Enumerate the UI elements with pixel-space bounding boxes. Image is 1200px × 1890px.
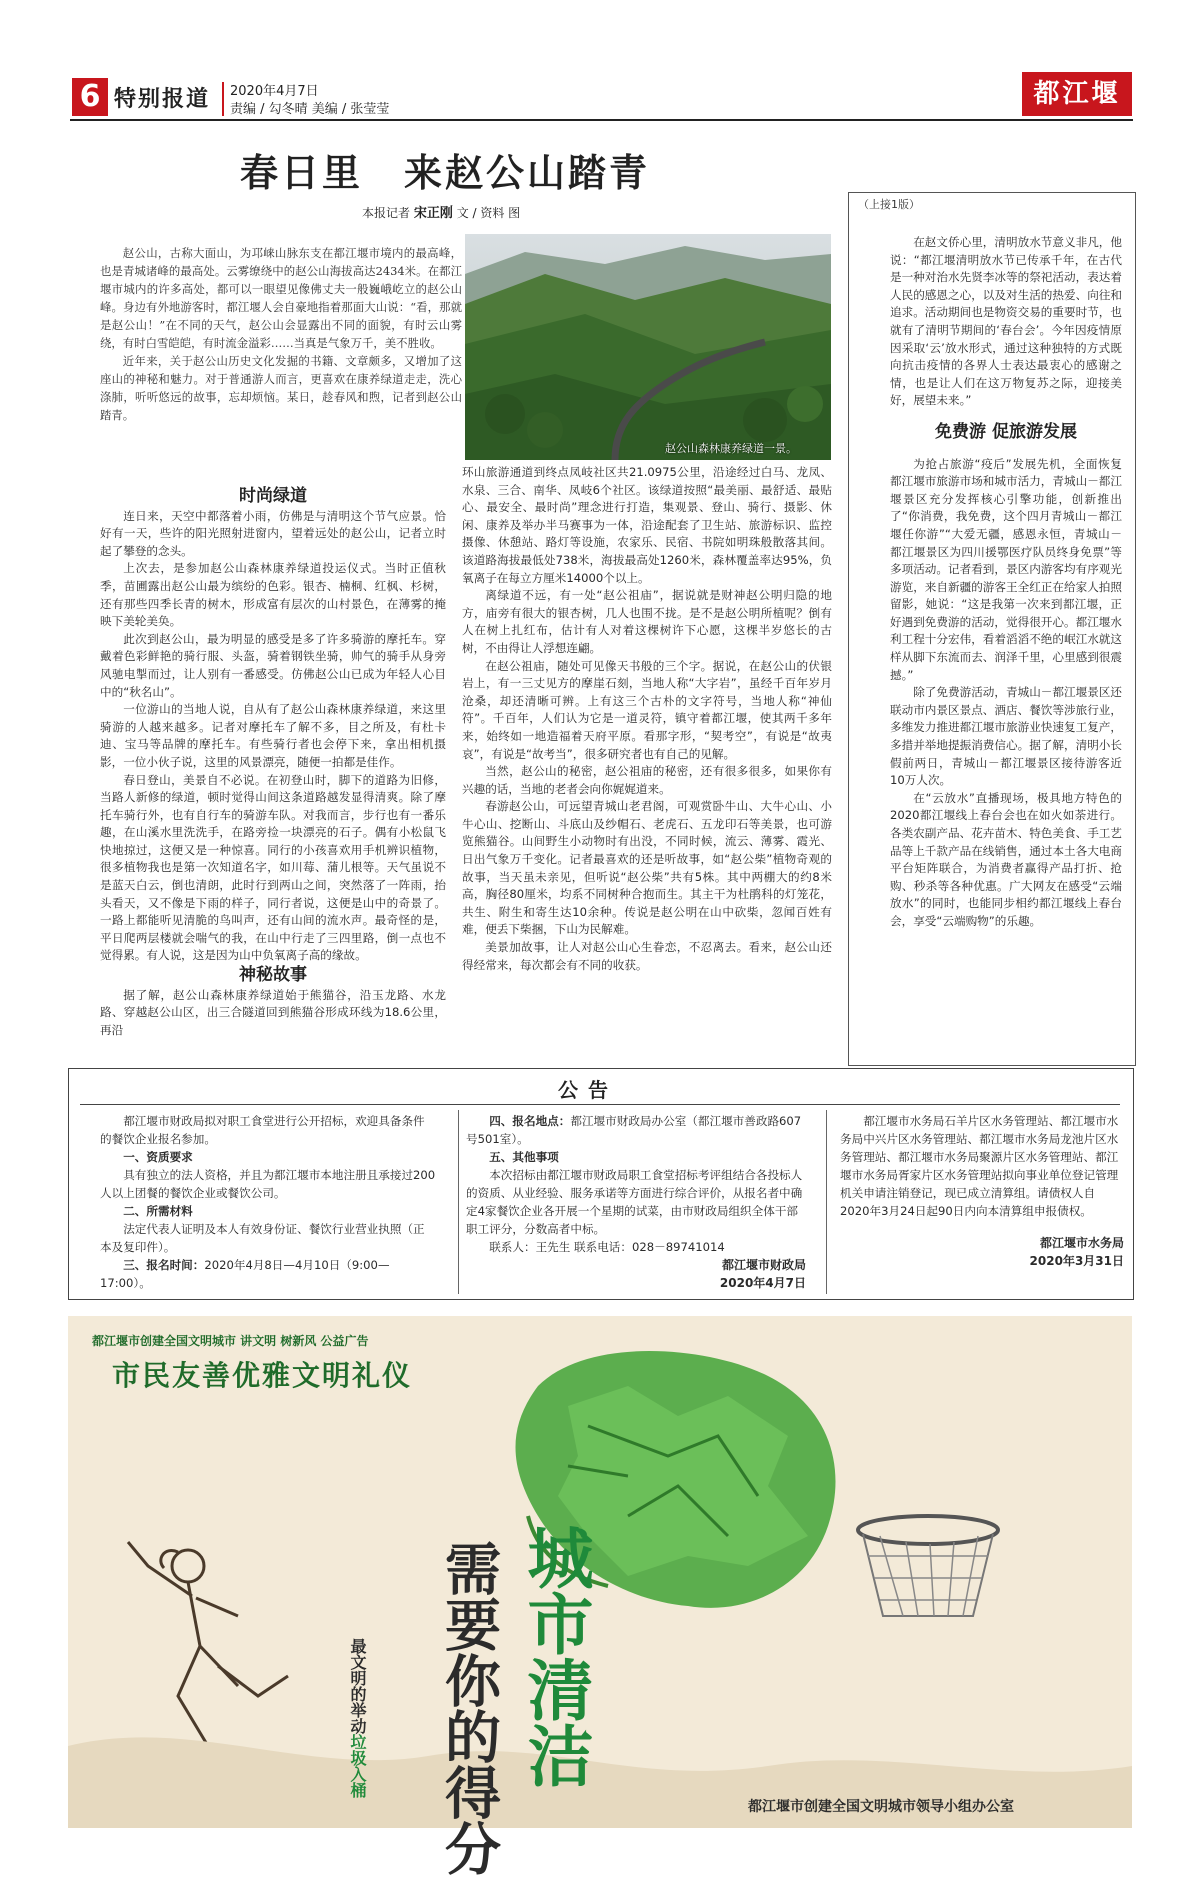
announcement-text: 法定代表人证明及本人有效身份证、餐饮行业营业执照（正本及复印件）。: [100, 1222, 425, 1254]
body-paragraph: 除了免费游活动，青城山－都江堰景区还联动市内景区景点、酒店、餐饮等涉旅行业，多维发力推进都江堰市旅游业快速复工复产，多措并举地提振消费信心。据了解，清明小长假前两日，青城山－都江堰景区接待游客近10万人次。: [890, 685, 1122, 788]
announcement-heading: 四、报名地点：: [489, 1114, 571, 1128]
subhead-free-tour: 免费游 促旅游发展: [935, 421, 1077, 442]
editors: 责编 / 勾冬晴 美编 / 张莹莹: [230, 102, 390, 117]
body-paragraph: 一位游山的当地人说，自从有了赵公山森林康养绿道，来这里骑游的人越来越多。记者对摩托车了解不多，目之所及，有杜卡迪、宝马等品牌的摩托车。有些骑行者也会停下来，拿出相机摄影，一位小伙子说，这里的风景漂亮，随便一拍都是佳作。: [100, 702, 446, 769]
byline-prefix: 本报记者: [362, 206, 411, 220]
announcement-signature-org: 都江堰市水务局: [1039, 1236, 1124, 1250]
announcement-heading: 一、资质要求: [123, 1150, 193, 1164]
announcement-heading: 五、其他事项: [489, 1150, 559, 1164]
announcement-heading: 三、报名时间：: [123, 1258, 205, 1272]
photo-caption: 赵公山森林康养绿道一景。: [665, 442, 797, 455]
announcement-signature-date: 2020年3月31日: [1029, 1254, 1124, 1268]
announcement-text: 具有独立的法人资格，并且为都江堰市本地注册且承接过200人以上团餐的餐饮企业或餐饮公司。: [100, 1168, 436, 1200]
ad-campaign-line: 都江堰市创建全国文明城市 讲文明 树新风 公益广告: [92, 1334, 369, 1348]
announcement-text: 都江堰市财政局拟对职工食堂进行公开招标，欢迎具备条件的餐饮企业报名参加。: [100, 1114, 425, 1146]
byline-name: 宋正刚: [413, 206, 453, 221]
ad-city-clean-text: 城市清洁: [516, 1524, 594, 1788]
ad-big-text: 需要你的得分: [436, 1540, 502, 1876]
body-paragraph: 当然，赵公山的秘密，赵公祖庙的秘密，还有很多很多，如果你有兴趣的话，当地的老者会向你娓娓道来。: [462, 764, 832, 796]
announcement-rule: [80, 1104, 1120, 1105]
ad-organization: 都江堰市创建全国文明城市领导小组办公室: [748, 1799, 1014, 1815]
body-paragraph: 连日来，天空中都落着小雨，仿佛是与清明这个节气应景。恰好有一天，些许的阳光照射进窗内，望着远处的赵公山，记者立时起了攀登的念头。: [100, 508, 446, 558]
girl-throwing-figure: [128, 1542, 288, 1746]
byline: [362, 202, 520, 221]
ad-small-text-a: 最文明的举动: [348, 1638, 367, 1734]
body-paragraph: 为抢占旅游“疫后”发展先机，全面恢复都江堰市旅游市场和城市活力，青城山－都江堰景区充分发挥核心引擎功能，创新推出了“你消费，我免费，这个四月青城山－都江堰任你游”“大爱无疆，感恩永恒，青城山－都江堰景区为四川援鄂医疗队员终身免票”等多项活动。记者看到，景区内游客均有序观光游览，来自新疆的游客王全红正在给家人拍照留影，她说：“这是我第一次来到都江堰，正好遇到免费游的活动，觉得很开心。都江堰水利工程十分宏伟，看着滔滔不绝的岷江水就这样从脚下东流而去、润泽千里，心里感到很震撼。”: [890, 456, 1122, 682]
section-name: 特别报道: [114, 87, 211, 112]
issue-date: 2020年4月7日: [230, 84, 319, 99]
intro-paragraph: 近年来，关于赵公山历史文化发掘的书籍、文章颇多，又增加了这座山的神秘和魅力。对于普通游人而言，更喜欢在康养绿道走走，洗心涤肺，听听悠远的故事，忘却烦恼。某日，趁春风和煦，记者到赵公山踏青。: [100, 354, 462, 422]
announcement-title: 公告: [558, 1078, 618, 1102]
right-column: [890, 234, 1122, 931]
byline-suffix: 文 / 资料 图: [456, 206, 521, 220]
body-paragraph: 在赵文侨心里，清明放水节意义非凡，他说：“都江堰清明放水节已传承千年，在古代是一种对治水先贤李冰等的祭祀活动，表达着人民的感恩之心，以及对生活的热爱、向往和追求。活动期间也是物资交易的重要时节，也就有了清明节期间的‘春台会’。今年因疫情原因采取‘云’放水形式，通过这种独特的方式既向抗击疫情的各界人士表达最衷心的感谢之情，也是让人们在这万物复苏之际，迎接美好，展望未来。”: [890, 235, 1122, 408]
mountain-greenway-photo: [465, 234, 831, 460]
continued-from-tag: （上接1版）: [858, 198, 920, 211]
body-paragraph: 离绿道不远，有一处“赵公祖庙”，据说就是财神赵公明归隐的地方，庙旁有很大的银杏树，几人也围不拢。是不是赵公明所植呢？倒有人在树上扎红布，估计有人对着这棵树许下心愿，这棵半岁悠长的古树，不由得让人浮想连翩。: [462, 588, 832, 655]
ad-small-text-b: 垃圾入桶: [348, 1734, 367, 1798]
announcement-signature-date: 2020年4月7日: [719, 1276, 806, 1290]
announcement-col-3: [840, 1112, 1124, 1270]
article-intro: [100, 244, 462, 424]
body-paragraph: 在赵公祖庙，随处可见像天书般的三个字。据说，在赵公山的伏银岩上，有一三丈见方的摩崖石刻，当地人称“大字岩”，虽经千百年岁月沧桑，却还清晰可辨。上有这三个古朴的文字符号，当地人称“神仙符”。千百年，人们认为它是一道灵符，镇守着都江堰，使其两千多年来，始终如一地造福着天府平原。看那字形，“契考空”，有说是“故夷哀”，有说是“故考当”，很多研究者也有自己的见解。: [462, 658, 832, 761]
announcement-text: 本次招标由都江堰市财政局职工食堂招标考评组结合各投标人的资质、从业经验、服务承诺等方面进行综合评价，从报名者中确定4家餐饮企业各开展一个星期的试菜，由市财政局组织全体干部职工评分，分数高者中标。: [466, 1168, 803, 1236]
body-paragraph: 据了解，赵公山森林康养绿道始于熊猫谷，沿玉龙路、水龙路、穿越赵公山区，出三合隧道回到熊猫谷形成环线为18.6公里，再沿: [100, 987, 446, 1037]
announcement-heading: 二、所需材料: [123, 1204, 193, 1218]
announcement-signature-org: 都江堰市财政局: [721, 1258, 806, 1272]
announcement-divider: [826, 1110, 827, 1294]
article-title: 春日里 来赵公山踏青: [240, 150, 651, 195]
announcement-text: 都江堰市财政局办公室（都江堰市善政路607号501室）。: [466, 1114, 802, 1146]
subhead-fashion-greenway: 时尚绿道: [239, 486, 307, 506]
intro-paragraph: 赵公山，古称大面山，为邛崃山脉东支在都江堰市境内的最高峰，也是青城诸峰的最高处。云雾缭绕中的赵公山海拔高达2434米。在都江堰市城内的许多高处，都可以一眼望见像佛丈夫一般巍峨屹立的赵公山峰。身边有外地游客时，都江堰人会自豪地指着那面大山说：“看，那就是赵公山！”在不同的天气，赵公山会显露出不同的面貌，有时云山雾绕，有时白雪皑皑，有时流金溢彩……当真是气象万千，美不胜收。: [100, 246, 462, 350]
header-rule: [70, 119, 1133, 121]
masthead-logo: 都江堰报: [1022, 72, 1132, 116]
body-paragraph: 春游赵公山，可远望青城山老君阁，可观赏卧牛山、大牛心山、小牛心山、挖断山、斗底山及纱帽石、老虎石、五龙印石等美景，也可游览熊猫谷。山间野生小动物时有出没，不同时候，流云、薄雾、霞光、日出气象万千变化。记者最喜欢的还是听故事，如“赵公柴”植物奇观的故事，当天虽未亲见，但听说“赵公柴”共有5株。其中两棚大的约8米高，胸径80厘米，均系不同树种合抱而生。其主干为杜鹃科的灯笼花，共生、附生和寄生达10余种。传说是赵公明在山中砍柴，忽闻百姓有难，便丢下柴捆，下山为民解难。: [462, 799, 832, 937]
middle-column: [462, 464, 832, 974]
announcement-col-2: [466, 1112, 806, 1292]
announcement-col-1: [100, 1112, 436, 1292]
body-paragraph: 此次到赵公山，最为明显的感受是多了许多骑游的摩托车。穿戴着色彩鲜艳的骑行服、头盔，骑着钢铁坐骑，帅气的骑手从身旁风驰电掣而过，让人别有一番感受。仿佛赵公山已成为年轻人心目中的“秋名山”。: [100, 631, 446, 699]
body-paragraph: 在“云放水”直播现场，极具地方特色的2020都江堰线上春台会也在如火如荼进行。各类农副产品、花卉苗木、特色美食、手工艺品等上千款产品在线销售，通过本土各大电商平台矩阵联合，为消费者赢得产品打折、抢购、秒杀等各种优惠。广大网友在感受“云端放水”的同时，也能同步相约都江堰线上春台会，享受“云端购物”的乐趣。: [890, 790, 1122, 928]
header-divider: [222, 82, 224, 116]
page-number: 6: [72, 78, 108, 116]
body-paragraph: 上次去，是参加赵公山森林康养绿道投运仪式。当时正值秋季，苗圃露出赵公山最为缤纷的色彩。银杏、楠桐、红枫、杉树，还有那些四季长青的树木，形成富有层次的山村景色，在薄雾的掩映下美轮美奂。: [100, 561, 446, 629]
body-paragraph: 春日登山，美景自不必说。在初登山时，脚下的道路为旧修，当路人新修的绿道，顿时觉得山间这条道路越发显得清爽。除了摩托车骑行外，也有自行车的骑游车队。对我而言，步行也有一番乐趣，在山溪水里洗洗手，在路旁捡一块漂亮的石子。偶有小松鼠飞快地掠过，这便又是一种惊喜。同行的小孩喜欢用手机辨识植物，很多植物我也是第一次知道名字，如川莓、蒲儿根等。天气虽说不是蓝天白云，倒也清朗，此时行到两山之间，突然落了一阵雨，抬头看天，又不像是下雨的样子，同行者说，这便是山中的奇景了。一路上都能听见清脆的鸟叫声，还有山间的流水声。最奇怪的是，平日爬两层楼就会喘气的我，在山中行走了三四里路，倒一点也不觉得累。有人说，这是因为山中负氧离子高的缘故。: [100, 772, 446, 963]
ad-slogan: 市民友善优雅文明礼仪: [112, 1359, 413, 1392]
announcement-text: 都江堰市水务局石羊片区水务管理站、都江堰市水务局中兴片区水务管理站、都江堰市水务局龙池片区水务管理站、都江堰市水务局聚源片区水务管理站、都江堰市水务局胥家片区水务管理站拟向事业单位登记管理机关申请注销登记，现已成立清算组。请债权人自2020年3月24日起90日内向本清算组申报债权。: [840, 1114, 1119, 1218]
subhead-mysterious-story: 神秘故事: [239, 965, 307, 986]
body-paragraph: 环山旅游通道到终点凤岐社区共21.0975公里，沿途经过白马、龙凤、水泉、三合、南华、凤岐6个社区。该绿道按照“最美丽、最舒适、最贴心、最安全、最时尚”理念进行打造，集观景、登山、骑行、摄影、休闲、康养及举办半马赛事为一体，沿途配套了卫生站、旅游标识、监控摄像、休憩站、路灯等设施，农家乐、民宿、书院如明珠般散落其间。该道路海拔最低处738米，海拔最高处1260米，森林覆盖率达95%，负氧离子在每立方厘米14000个以上。: [462, 465, 832, 585]
announcement-contact: 联系人：王先生 联系电话：028－89741014: [489, 1240, 725, 1254]
ad-small-text: [346, 1638, 369, 1798]
announcement-divider: [458, 1110, 459, 1294]
mountain-photo-illustration: [465, 234, 831, 460]
left-column: [100, 488, 446, 1039]
announcement-text: 2020年4月8日—4月10日（9:00—17:00）。: [100, 1258, 390, 1290]
body-paragraph: 美景加故事，让人对赵公山心生眷恋，不忍离去。看来，赵公山还得经常来，每次都会有不同的收获。: [462, 940, 832, 972]
basketball-hoop-icon: [858, 1516, 998, 1616]
